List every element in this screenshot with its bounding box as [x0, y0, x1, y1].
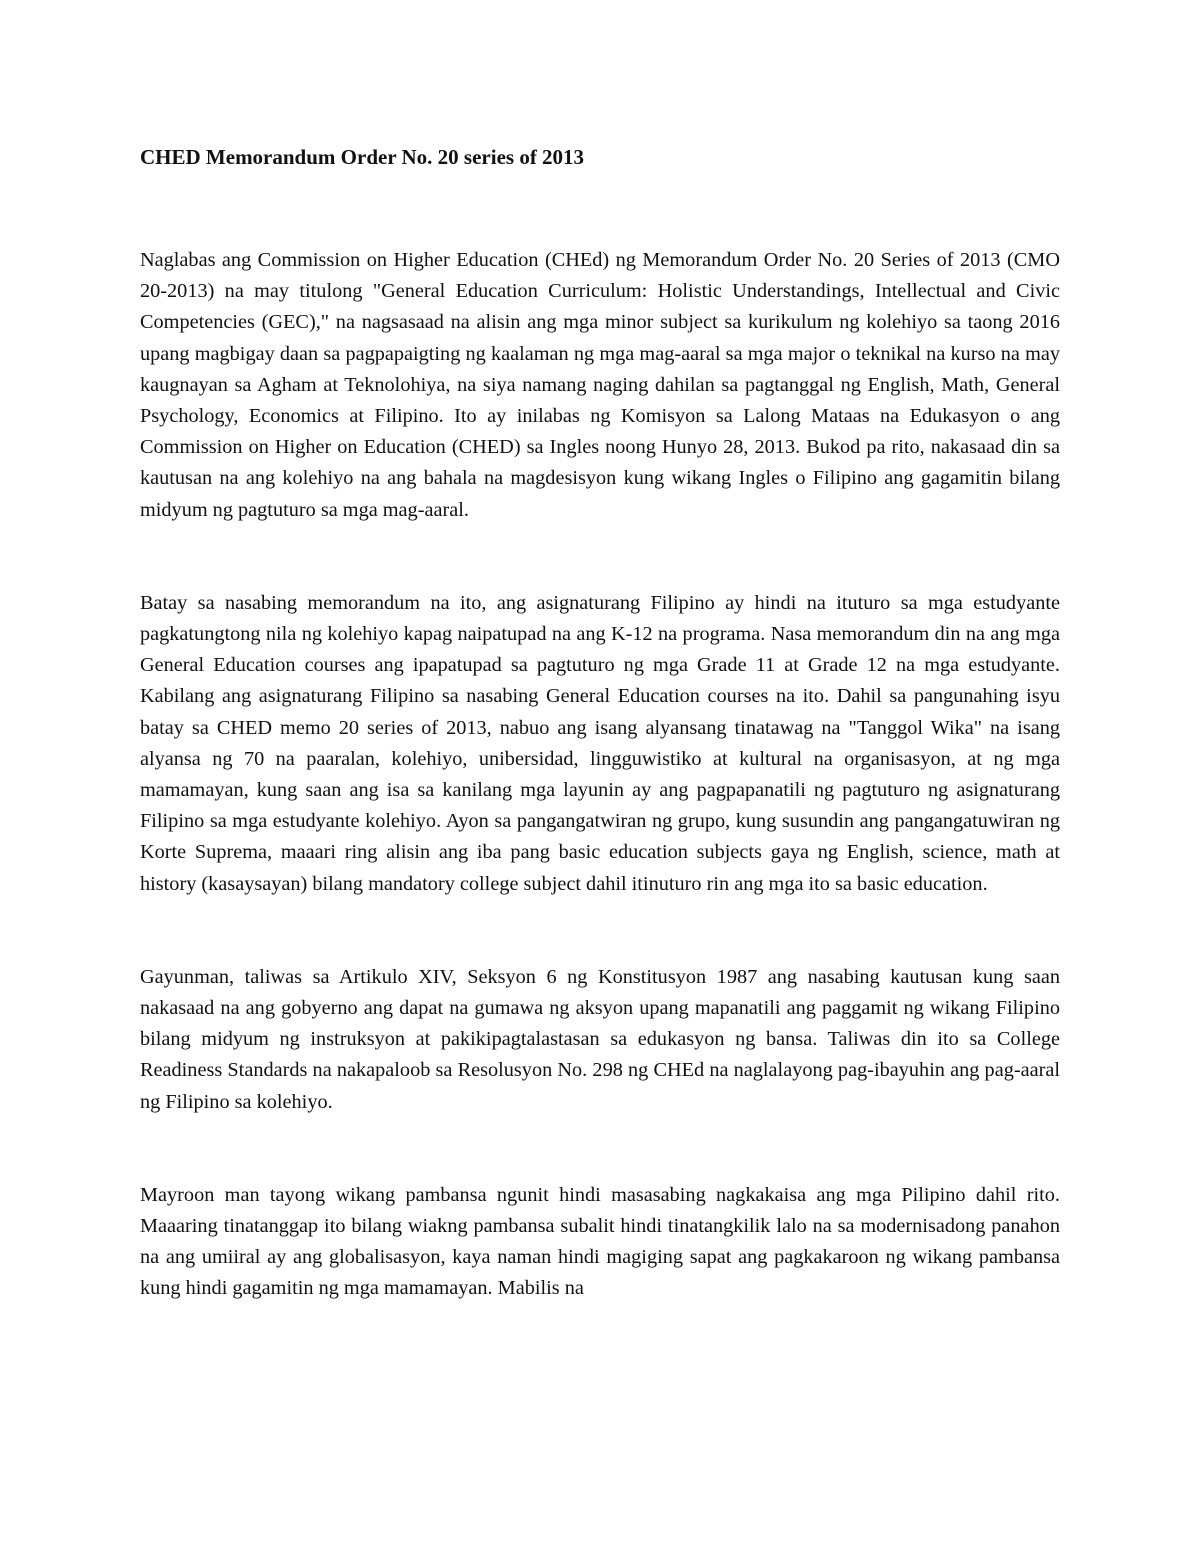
paragraph-2: Batay sa nasabing memorandum na ito, ang asignaturang Filipino ay hindi na ituturo sa mga estudyante pagkatungtong nila ng kolehiyo kapag naipatupad na ang K-12 na programa. Nasa memorandum din na ang mga General Education courses ang ipapatupad sa pagtuturo ng mga Grade 11 at Grade 12 na mga estudyante. Kabilang ang asignaturang Filipino sa nasabing General Education courses na ito. Dahil sa pangunahing isyu batay sa CHED memo 20 series of 2013, nabuo ang isang alyansang tinatawag na "Tanggol Wika" na isang alyansa ng 70 na paaralan, kolehiyo, unibersidad, lingguwistiko at kultural na organisasyon, at ng mga mamamayan, kung saan ang isa sa kanilang mga layunin ay ang pagpapanatili ng pagtuturo ng asignaturang Filipino sa mga estudyante kolehiyo. Ayon sa pangangatwiran ng grupo, kung susundin ang pangangatuwiran ng Korte Suprema, maaari ring alisin ang iba pang basic education subjects gaya ng English, science, math at history (kasaysayan) bilang mandatory college subject dahil itinuturo rin ang mga ito sa basic education.: [140, 591, 1060, 895]
document-title: CHED Memorandum Order No. 20 series of 2013: [140, 145, 585, 169]
paragraph-3: Gayunman, taliwas sa Artikulo XIV, Seksyon 6 ng Konstitusyon 1987 ang nasabing kautusan kung saan nakasaad na ang gobyerno ang dapat na gumawa ng aksyon upang mapanatili ang paggamit ng wikang Filipino bilang midyum ng instruksyon at pakikipagtalastasan sa edukasyon ng bansa. Taliwas din ito sa College Readiness Standards na nakapaloob sa Resolusyon No. 298 ng CHEd na naglalayong pag-ibayuhin ang pag-aaral ng Filipino sa kolehiyo.: [140, 965, 1060, 1113]
paragraph-spacer: [140, 900, 1060, 962]
paragraph-spacer: [140, 526, 1060, 588]
document-body: [140, 142, 1060, 1305]
paragraph-4: Mayroon man tayong wikang pambansa ngunit hindi masasabing nagkakaisa ang mga Pilipino dahil rito. Maaaring tinatanggap ito bilang wiakng pambansa subalit hindi tinatangkilik lalo na sa modernisadong panahon na ang umiiral ay ang globalisasyon, kaya naman hindi magiging sapat ang pagkakaroon ng wikang pambansa kung hindi gagamitin ng mga mamamayan. Mabilis na: [140, 1183, 1060, 1300]
paragraph-1: Naglabas ang Commission on Higher Education (CHEd) ng Memorandum Order No. 20 Series of 2013 (CMO 20-2013) na may titulong "General Education Curriculum: Holistic Understandings, Intellectual and Civic Competencies (GEC)," na nagsasaad na alisin ang mga minor subject sa kurikulum ng kolehiyo sa taong 2016 upang magbigay daan sa pagpapaigting ng kaalaman ng mga mag-aaral sa mga major o teknikal na kurso na may kaugnayan sa Agham at Teknolohiya, na siya namang naging dahilan sa pagtanggal ng English, Math, General Psychology, Economics at Filipino. Ito ay inilabas ng Komisyon sa Lalong Mataas na Edukasyon o ang Commission on Higher on Education (CHED) sa Ingles noong Hunyo 28, 2013. Bukod pa rito, nakasaad din sa kautusan na ang kolehiyo na ang bahala na magdesisyon kung wikang Ingles o Filipino ang gagamitin bilang midyum ng pagtuturo sa mga mag-aaral.: [140, 249, 1060, 521]
paragraph-spacer: [140, 1118, 1060, 1180]
